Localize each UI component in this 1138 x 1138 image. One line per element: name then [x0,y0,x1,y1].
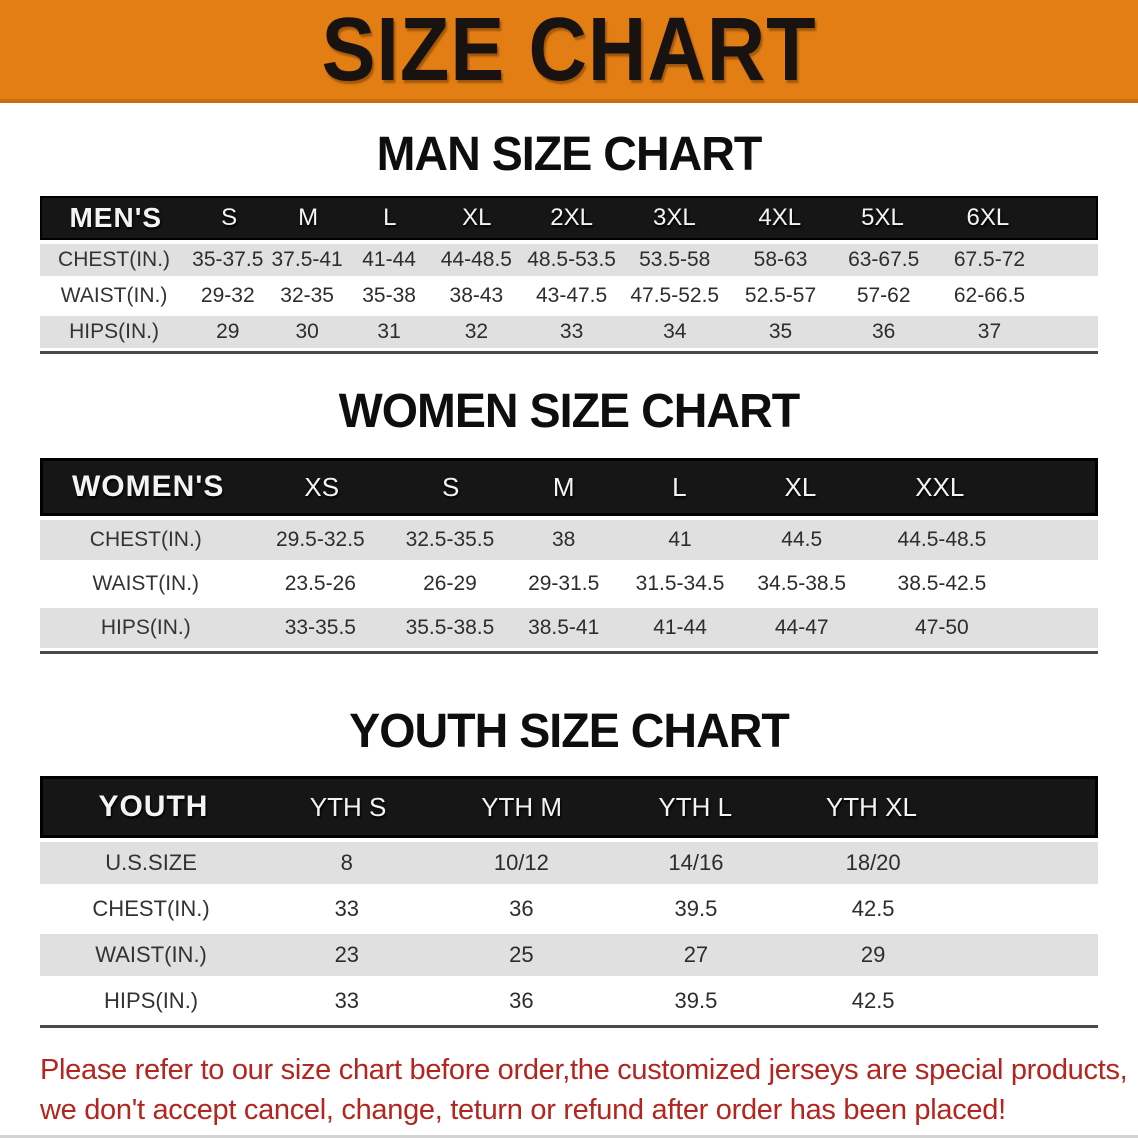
size-value-cell: 43-47.5 [535,284,608,307]
size-column-header: S [441,471,460,502]
size-value-cell: 62-66.5 [953,284,1026,307]
size-value-cell: 34.5-38.5 [757,572,847,595]
size-value-cell: 35-37.5 [192,248,264,271]
row-label: CHEST(IN.) [58,248,171,271]
size-value-cell: 47-50 [915,616,969,639]
table-row-hips-in [40,608,1098,648]
row-label: HIPS(IN.) [69,320,159,343]
table-row-chest-in [40,520,1098,560]
women-size-chart-section [0,384,1138,654]
row-label: CHEST(IN.) [92,896,210,921]
header-filler-cell [963,779,1095,835]
size-value-cell: 42.5 [851,988,895,1013]
youth-chart-heading: YOUTH SIZE CHART [349,705,789,758]
disclaimer [0,1050,1138,1130]
size-value-cell: 32 [464,320,489,343]
row-label: WAIST(IN.) [95,942,207,967]
size-column-header: M [298,204,319,231]
row-filler-cell [1024,608,1098,648]
size-value-cell: 27 [683,942,709,967]
size-value-cell: 41-44 [362,248,416,271]
size-column-header: XL [462,204,492,231]
size-column-header: S [221,204,238,231]
table-title-cell: YOUTH [98,790,209,823]
men-size-chart-section [0,127,1138,354]
size-value-cell: 31 [377,320,401,343]
size-value-cell: 63-67.5 [848,248,920,271]
size-value-cell: 39.5 [674,896,718,921]
size-value-cell: 32.5-35.5 [405,528,495,551]
size-column-header: 3XL [653,204,696,231]
row-filler-cell [1024,520,1098,560]
table-header-row [40,196,1098,240]
table-row-u-s-size [40,842,1098,884]
size-value-cell: 52.5-57 [744,284,817,307]
row-filler-cell [966,888,1098,930]
size-column-header: L [672,471,687,502]
size-value-cell: 37.5-41 [271,248,343,271]
header-filler-cell [1021,461,1095,513]
size-column-header: YTH L [658,791,733,822]
table-bottom-rule [40,1025,1098,1028]
size-value-cell: 42.5 [851,896,895,921]
size-value-cell: 31.5-34.5 [635,572,725,595]
size-value-cell: 37 [977,320,1002,343]
size-value-cell: 29 [860,942,886,967]
table-title-cell: WOMEN'S [71,470,225,503]
size-value-cell: 53.5-58 [639,248,711,271]
size-value-cell: 58-63 [753,248,808,271]
size-value-cell: 36 [509,988,534,1013]
size-value-cell: 33-35.5 [284,616,356,639]
size-value-cell: 33 [559,320,584,343]
size-value-cell: 48.5-53.5 [527,248,616,271]
table-header-row [40,458,1098,516]
size-value-cell: 36 [509,896,534,921]
table-row-chest-in [40,244,1098,276]
size-value-cell: 18/20 [845,850,901,875]
table-row-waist-in [40,280,1098,312]
size-value-cell: 44-48.5 [440,248,512,271]
size-column-header: XS [304,471,340,502]
size-value-cell: 29-32 [200,284,255,307]
size-column-header: YTH M [481,791,563,822]
size-column-header: 4XL [758,204,802,231]
size-value-cell: 35 [768,320,793,343]
size-value-cell: 29 [216,320,240,343]
size-value-cell: 39.5 [674,988,718,1013]
size-value-cell: 47.5-52.5 [630,284,720,307]
row-label: HIPS(IN.) [100,616,191,639]
size-value-cell: 57-62 [856,284,911,307]
size-value-cell: 44.5 [781,528,823,551]
row-filler-cell [966,842,1098,884]
row-label: HIPS(IN.) [104,988,199,1013]
size-value-cell: 32-35 [280,284,334,307]
size-value-cell: 44.5-48.5 [897,528,987,551]
size-value-cell: 38-43 [449,284,504,307]
size-column-header: M [552,471,575,502]
size-value-cell: 10/12 [493,850,549,875]
men-size-table [40,196,1098,354]
banner [0,0,1138,103]
row-label: WAIST(IN.) [92,572,200,595]
disclaimer-line-1: Please refer to our size chart before order,the customized jerseys are special products, [40,1054,1128,1086]
table-row-hips-in [40,980,1098,1022]
size-column-header: 5XL [861,204,904,231]
women-size-table [40,458,1098,654]
row-label: CHEST(IN.) [89,528,202,551]
size-column-header: 2XL [550,204,593,231]
size-value-cell: 25 [509,942,534,967]
men-chart-heading: MAN SIZE CHART [376,128,762,181]
size-column-header: YTH S [309,791,387,822]
row-label: U.S.SIZE [105,850,197,875]
disclaimer-line-2: we don't accept cancel, change, teturn or refund after order has been placed! [40,1094,1006,1126]
size-value-cell: 29.5-32.5 [275,528,365,551]
size-value-cell: 33 [334,896,360,921]
size-value-cell: 35.5-38.5 [405,616,495,639]
row-filler-cell [1024,564,1098,604]
row-filler-cell [966,934,1098,976]
page-title: SIZE CHART [321,0,817,100]
table-row-waist-in [40,564,1098,604]
size-value-cell: 35-38 [362,284,416,307]
size-value-cell: 38 [552,528,576,551]
size-value-cell: 14/16 [668,850,724,875]
header-filler-cell [1043,198,1096,238]
row-filler-cell [1045,316,1098,348]
table-header-row [40,776,1098,838]
size-value-cell: 34 [663,320,687,343]
size-value-cell: 33 [334,988,360,1013]
table-title-cell: MEN'S [69,202,163,233]
size-column-header: YTH XL [825,791,917,822]
size-value-cell: 38.5-42.5 [897,572,987,595]
size-column-header: XXL [915,471,965,502]
size-value-cell: 29-31.5 [528,572,600,595]
size-value-cell: 67.5-72 [953,248,1026,271]
row-filler-cell [966,980,1098,1022]
size-value-cell: 30 [295,320,319,343]
size-value-cell: 8 [340,850,353,875]
women-chart-heading: WOMEN SIZE CHART [338,385,800,438]
size-value-cell: 41-44 [653,616,707,639]
youth-size-table [40,776,1098,1028]
size-column-header: XL [784,471,817,502]
table-row-hips-in [40,316,1098,348]
size-value-cell: 26-29 [423,572,477,595]
size-value-cell: 41 [668,528,692,551]
row-filler-cell [1045,280,1098,312]
size-value-cell: 36 [872,320,896,343]
size-value-cell: 23 [334,942,360,967]
size-column-header: 6XL [966,204,1010,231]
row-filler-cell [1045,244,1098,276]
table-row-waist-in [40,934,1098,976]
size-column-header: L [383,204,397,231]
row-label: WAIST(IN.) [60,284,168,307]
size-value-cell: 44-47 [774,616,829,639]
size-value-cell: 23.5-26 [284,572,356,595]
table-row-chest-in [40,888,1098,930]
youth-size-chart-section [0,704,1138,1028]
table-bottom-rule [40,351,1098,354]
size-value-cell: 38.5-41 [528,616,600,639]
table-bottom-rule [40,651,1098,654]
